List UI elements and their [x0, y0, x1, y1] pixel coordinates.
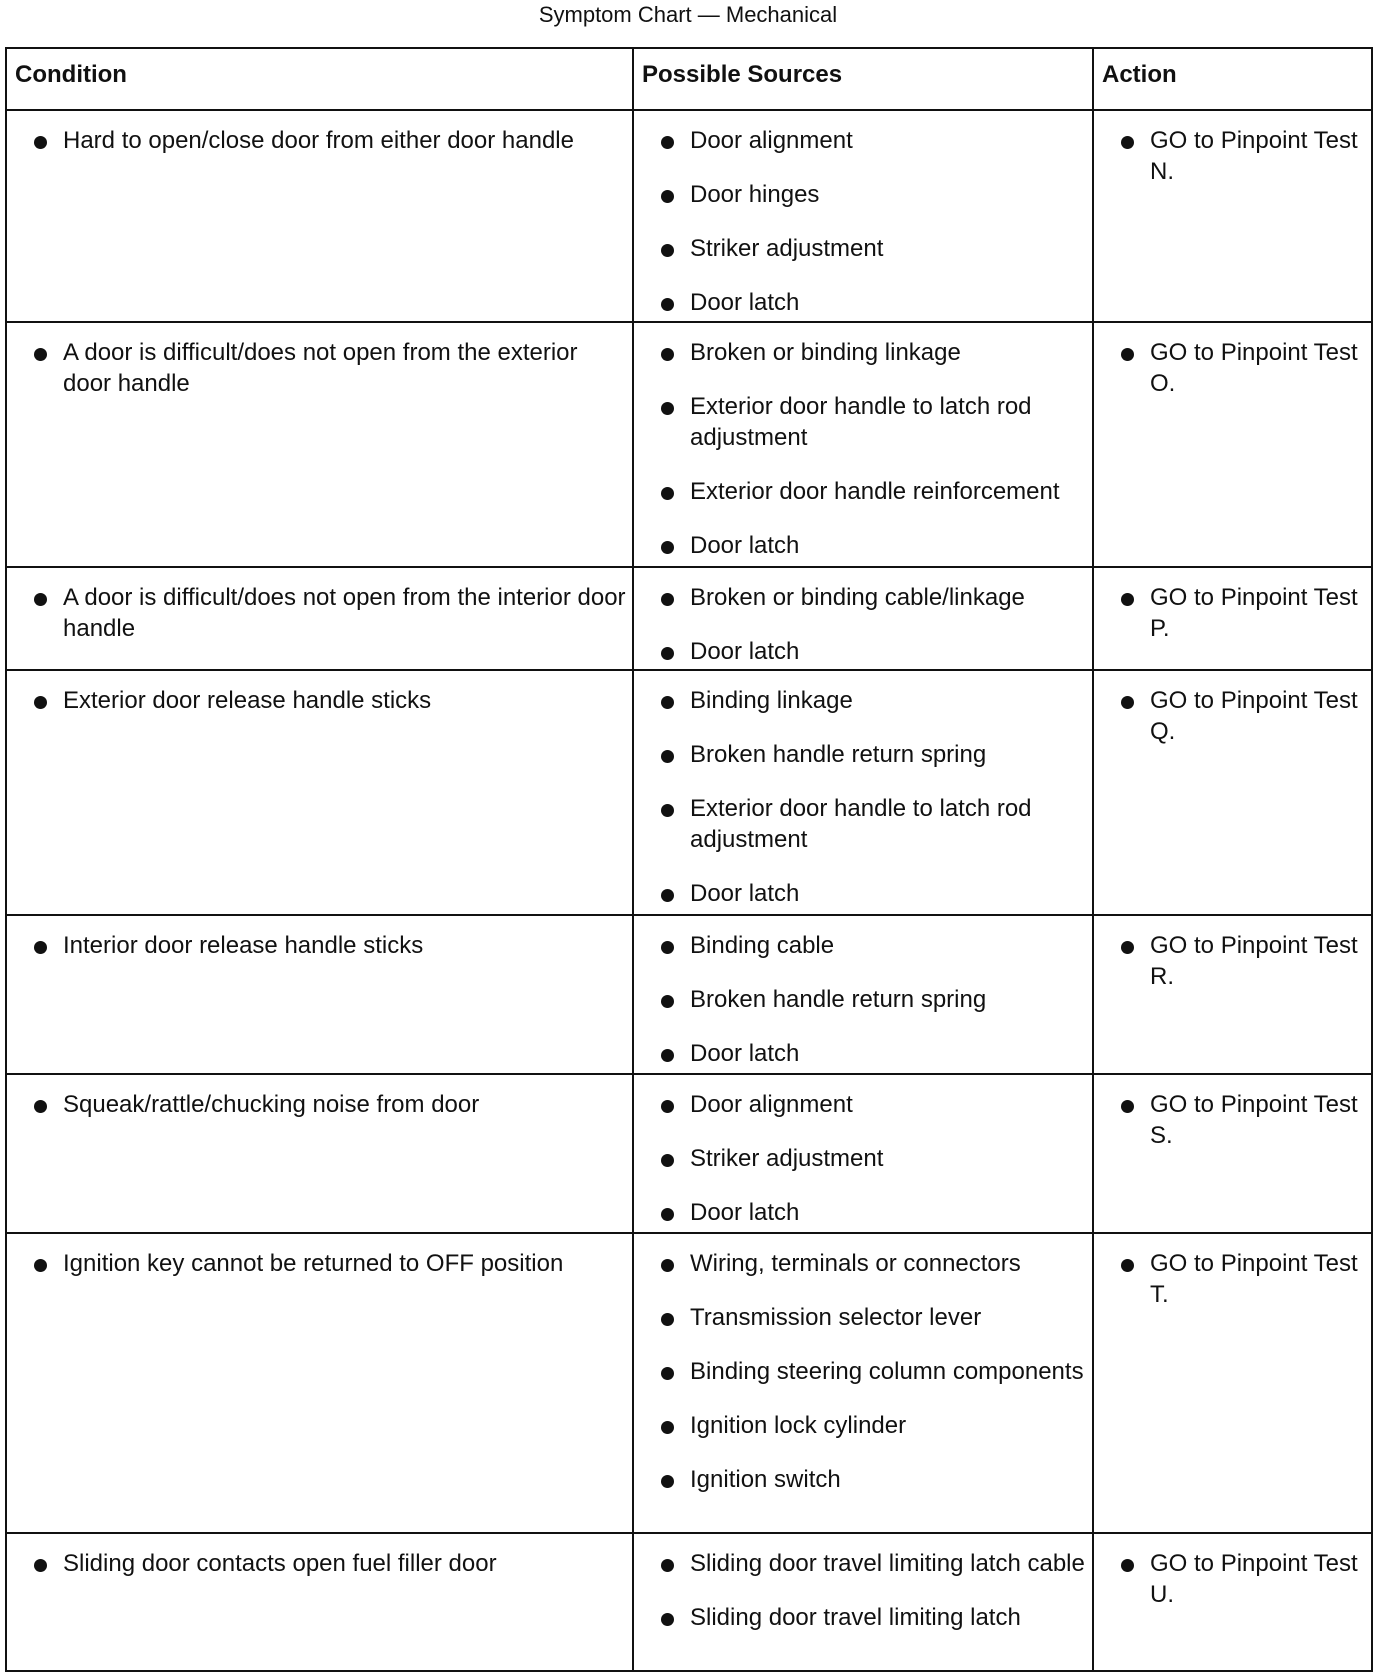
- condition-cell-list: [7, 1075, 632, 1120]
- condition-cell-list: [7, 568, 632, 644]
- bullet-item: Binding steering column components: [634, 1356, 1092, 1387]
- bullet-item: Door latch: [634, 1197, 1092, 1228]
- possible-sources-cell: [633, 322, 1093, 567]
- bullet-item: Exterior door release handle sticks: [7, 685, 632, 716]
- condition-cell: [6, 1074, 633, 1233]
- possible-sources-cell-list: [634, 1075, 1092, 1228]
- possible-sources-cell-list: [634, 111, 1092, 318]
- header-action: Action: [1093, 48, 1372, 110]
- condition-cell: [6, 670, 633, 915]
- bullet-item: Door hinges: [634, 179, 1092, 210]
- bullet-item: Door latch: [634, 530, 1092, 561]
- action-cell: [1093, 567, 1372, 670]
- possible-sources-cell-list: [634, 671, 1092, 909]
- bullet-item: Hard to open/close door from either door handle: [7, 125, 632, 156]
- bullet-item: Broken handle return spring: [634, 739, 1092, 770]
- possible-sources-cell-list: [634, 1534, 1092, 1633]
- bullet-item: A door is difficult/does not open from the interior door handle: [7, 582, 632, 644]
- bullet-item: Door alignment: [634, 125, 1092, 156]
- condition-cell-list: [7, 916, 632, 961]
- bullet-item: GO to Pinpoint Test S.: [1094, 1089, 1371, 1151]
- symptom-row: [6, 567, 1372, 670]
- bullet-item: Sliding door travel limiting latch cable: [634, 1548, 1092, 1579]
- bullet-item: Broken or binding linkage: [634, 337, 1092, 368]
- condition-cell: [6, 110, 633, 322]
- bullet-item: Broken or binding cable/linkage: [634, 582, 1092, 613]
- action-cell: [1093, 110, 1372, 322]
- symptom-row: [6, 1233, 1372, 1533]
- possible-sources-cell: [633, 1533, 1093, 1671]
- action-cell: [1093, 915, 1372, 1074]
- bullet-item: Exterior door handle to latch rod adjustment: [634, 391, 1092, 453]
- action-cell-list: [1094, 916, 1371, 992]
- bullet-item: GO to Pinpoint Test P.: [1094, 582, 1371, 644]
- bullet-item: Door latch: [634, 878, 1092, 909]
- action-cell-list: [1094, 323, 1371, 399]
- action-cell: [1093, 1074, 1372, 1233]
- bullet-item: GO to Pinpoint Test Q.: [1094, 685, 1371, 747]
- bullet-item: GO to Pinpoint Test O.: [1094, 337, 1371, 399]
- bullet-item: Striker adjustment: [634, 233, 1092, 264]
- action-cell-list: [1094, 1075, 1371, 1151]
- bullet-item: Door latch: [634, 1038, 1092, 1069]
- symptom-row: [6, 670, 1372, 915]
- chart-title: Symptom Chart — Mechanical: [538, 2, 838, 27]
- possible-sources-cell-list: [634, 916, 1092, 1069]
- bullet-item: Ignition switch: [634, 1464, 1092, 1495]
- possible-sources-cell: [633, 567, 1093, 670]
- bullet-item: Door alignment: [634, 1089, 1092, 1120]
- possible-sources-cell-list: [634, 1234, 1092, 1495]
- action-cell: [1093, 670, 1372, 915]
- bullet-item: Squeak/rattle/chucking noise from door: [7, 1089, 632, 1120]
- action-cell-list: [1094, 1234, 1371, 1310]
- condition-cell: [6, 915, 633, 1074]
- bullet-item: Door latch: [634, 287, 1092, 318]
- bullet-item: GO to Pinpoint Test U.: [1094, 1548, 1371, 1610]
- symptom-row: [6, 1533, 1372, 1671]
- header-possible-sources: Possible Sources: [633, 48, 1093, 110]
- possible-sources-cell-list: [634, 568, 1092, 667]
- condition-cell-list: [7, 1534, 632, 1579]
- symptom-row: [6, 915, 1372, 1074]
- bullet-item: Binding cable: [634, 930, 1092, 961]
- possible-sources-cell: [633, 915, 1093, 1074]
- symptom-row: [6, 1074, 1372, 1233]
- action-cell: [1093, 1533, 1372, 1671]
- bullet-item: Exterior door handle to latch rod adjustment: [634, 793, 1092, 855]
- possible-sources-cell: [633, 670, 1093, 915]
- bullet-item: Exterior door handle reinforcement: [634, 476, 1092, 507]
- bullet-item: GO to Pinpoint Test T.: [1094, 1248, 1371, 1310]
- symptom-row: [6, 322, 1372, 567]
- bullet-item: Ignition key cannot be returned to OFF position: [7, 1248, 632, 1279]
- possible-sources-cell: [633, 110, 1093, 322]
- possible-sources-cell: [633, 1074, 1093, 1233]
- bullet-item: Broken handle return spring: [634, 984, 1092, 1015]
- possible-sources-cell: [633, 1233, 1093, 1533]
- condition-cell-list: [7, 323, 632, 399]
- bullet-item: Wiring, terminals or connectors: [634, 1248, 1092, 1279]
- possible-sources-cell-list: [634, 323, 1092, 561]
- action-cell: [1093, 1233, 1372, 1533]
- condition-cell: [6, 567, 633, 670]
- condition-cell: [6, 1233, 633, 1533]
- bullet-item: Binding linkage: [634, 685, 1092, 716]
- bullet-item: Sliding door travel limiting latch: [634, 1602, 1092, 1633]
- condition-cell-list: [7, 671, 632, 716]
- action-cell-list: [1094, 671, 1371, 747]
- bullet-item: Interior door release handle sticks: [7, 930, 632, 961]
- bullet-item: Sliding door contacts open fuel filler door: [7, 1548, 632, 1579]
- bullet-item: Door latch: [634, 636, 1092, 667]
- condition-cell: [6, 322, 633, 567]
- action-cell-list: [1094, 1534, 1371, 1610]
- symptom-chart-table: [5, 47, 1373, 1672]
- bullet-item: GO to Pinpoint Test N.: [1094, 125, 1371, 187]
- bullet-item: Striker adjustment: [634, 1143, 1092, 1174]
- header-row: [6, 48, 1372, 110]
- header-condition: Condition: [6, 48, 633, 110]
- action-cell: [1093, 322, 1372, 567]
- condition-cell-list: [7, 1234, 632, 1279]
- bullet-item: Ignition lock cylinder: [634, 1410, 1092, 1441]
- bullet-item: Transmission selector lever: [634, 1302, 1092, 1333]
- bullet-item: GO to Pinpoint Test R.: [1094, 930, 1371, 992]
- bullet-item: A door is difficult/does not open from the exterior door handle: [7, 337, 632, 399]
- condition-cell: [6, 1533, 633, 1671]
- condition-cell-list: [7, 111, 632, 156]
- action-cell-list: [1094, 568, 1371, 644]
- action-cell-list: [1094, 111, 1371, 187]
- symptom-row: [6, 110, 1372, 322]
